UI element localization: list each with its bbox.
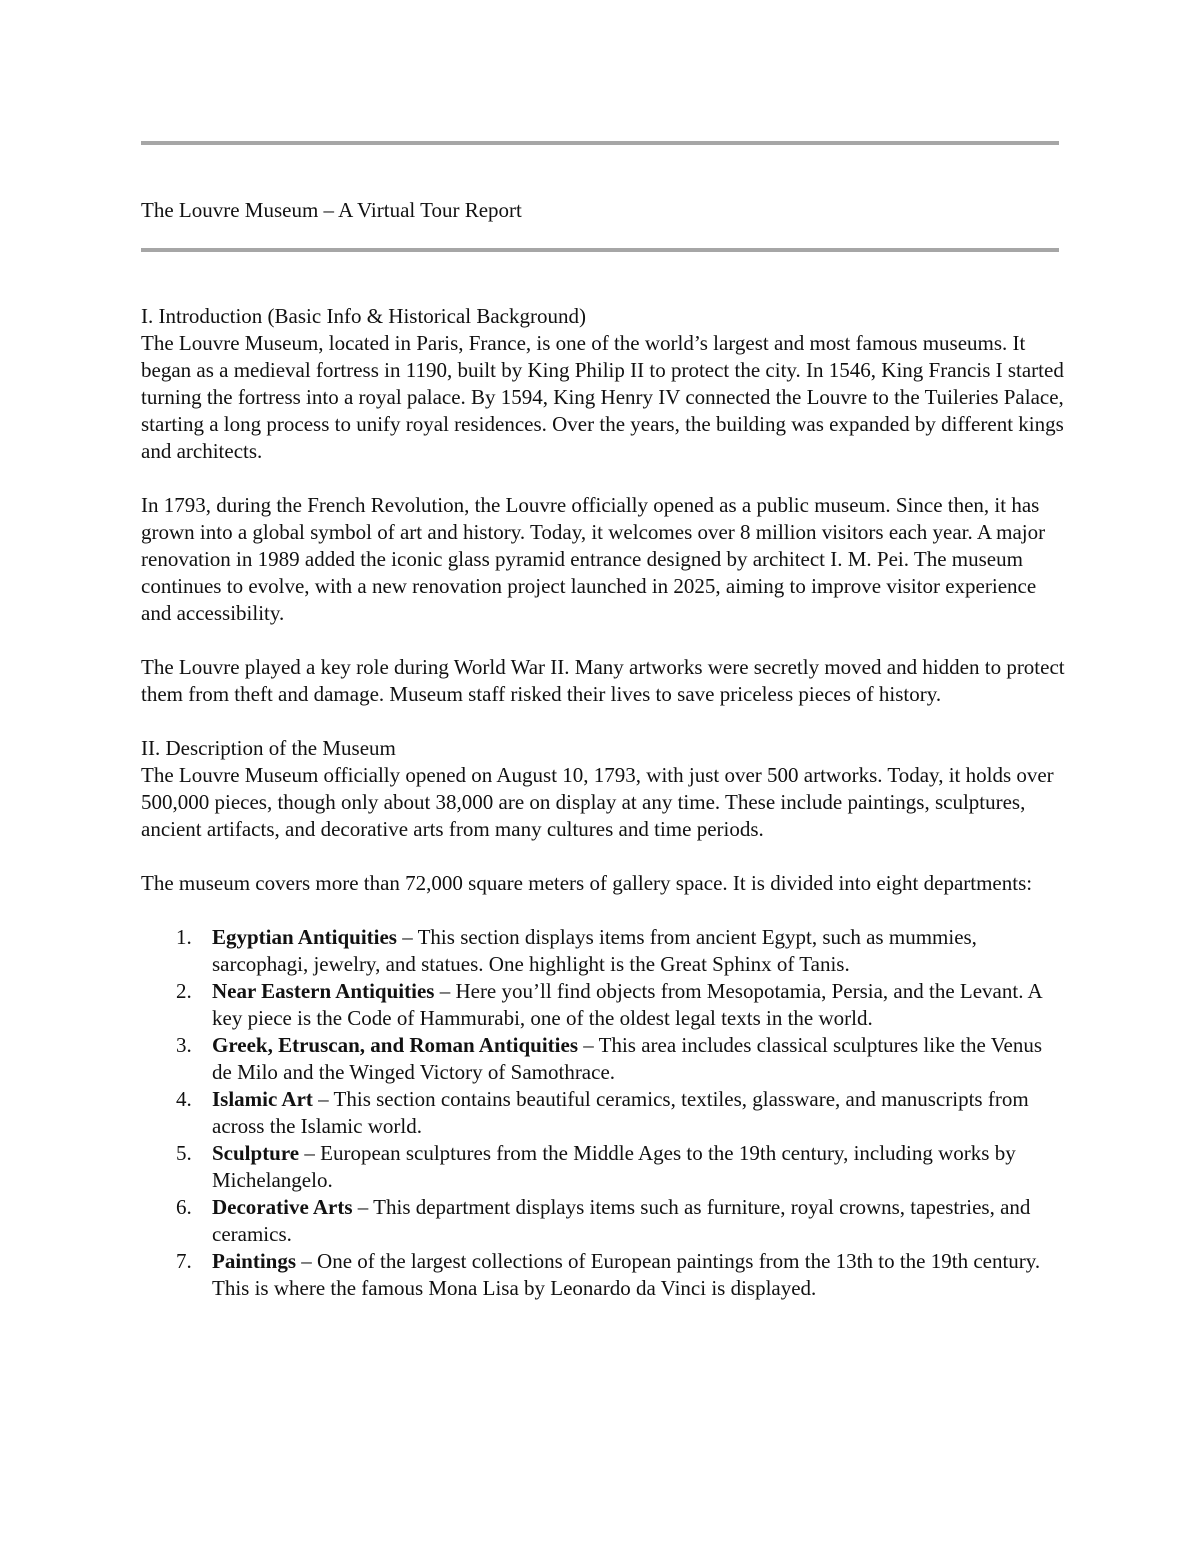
- department-description: – Here you’ll find objects from Mesopotamia, Persia, and the Levant. A key piece is the Code of Hammurabi, one of the oldest legal texts in the world.: [212, 979, 1042, 1030]
- department-name: Decorative Arts: [212, 1195, 353, 1219]
- department-description: – This section contains beautiful ceramics, textiles, glassware, and manuscripts from across the Islamic world.: [212, 1087, 1029, 1138]
- list-item: [176, 1248, 1066, 1302]
- department-name: Sculpture: [212, 1141, 300, 1165]
- paragraph: The Louvre Museum, located in Paris, France, is one of the world’s largest and most famous museums. It began as a medieval fortress in 1190, built by King Philip II to protect the city. In 1546, King Francis I started turning the fortress into a royal palace. By 1594, King Henry IV connected the Louvre to the Tuileries Palace, starting a long process to unify royal residences. Over the years, the building was expanded by different kings and architects.: [141, 331, 1064, 463]
- paragraph: In 1793, during the French Revolution, the Louvre officially opened as a public museum. Since then, it has grown into a global symbol of art and history. Today, it welcomes over 8 million visitors each year. A major renovation in 1989 added the iconic glass pyramid entrance designed by architect I. M. Pei. The museum continues to evolve, with a new renovation project launched in 2025, aiming to improve visitor experience and accessibility.: [141, 493, 1046, 625]
- department-name: Islamic Art: [212, 1087, 313, 1111]
- list-item: [176, 1140, 1066, 1194]
- list-number: 2.: [176, 979, 192, 1003]
- department-name: Near Eastern Antiquities: [212, 979, 435, 1003]
- paragraph: The Louvre Museum officially opened on August 10, 1793, with just over 500 artworks. Today, it holds over 500,000 pieces, though only about 38,000 are on display at any time. These include paintings, sculptures, ancient artifacts, and decorative arts from many cultures and time periods.: [141, 763, 1054, 841]
- section-heading-description: II. Description of the Museum: [141, 736, 396, 760]
- list-item: [176, 924, 1066, 978]
- list-item: [176, 1194, 1066, 1248]
- list-number: 1.: [176, 925, 192, 949]
- list-number: 7.: [176, 1249, 192, 1273]
- list-item: [176, 978, 1066, 1032]
- section-heading-introduction: I. Introduction (Basic Info & Historical Background): [141, 304, 586, 328]
- list-number: 6.: [176, 1195, 192, 1219]
- list-item: [176, 1032, 1066, 1086]
- departments-list: [141, 924, 1066, 1302]
- list-item: [176, 1086, 1066, 1140]
- department-description: – This section displays items from ancient Egypt, such as mummies, sarcophagi, jewelry, and statues. One highlight is the Great Sphinx of Tanis.: [212, 925, 977, 976]
- title-top-rule: [141, 141, 1059, 145]
- paragraph: The museum covers more than 72,000 square meters of gallery space. It is divided into eight departments:: [141, 871, 1033, 895]
- document-title: The Louvre Museum – A Virtual Tour Report: [141, 198, 522, 222]
- department-description: – This department displays items such as furniture, royal crowns, tapestries, and ceramics.: [212, 1195, 1031, 1246]
- department-name: Paintings: [212, 1249, 297, 1273]
- document-body: [141, 303, 1066, 1302]
- department-description: – This area includes classical sculptures like the Venus de Milo and the Winged Victory of Samothrace.: [212, 1033, 1043, 1084]
- section-introduction: [141, 303, 1066, 465]
- paragraph: The Louvre played a key role during World War II. Many artworks were secretly moved and hidden to protect them from theft and damage. Museum staff risked their lives to save priceless pieces of history.: [141, 655, 1065, 706]
- section-description: [141, 735, 1066, 843]
- list-number: 5.: [176, 1141, 192, 1165]
- list-number: 3.: [176, 1033, 192, 1057]
- list-number: 4.: [176, 1087, 192, 1111]
- department-description: – One of the largest collections of European paintings from the 13th to the 19th century. This is where the famous Mona Lisa by Leonardo da Vinci is displayed.: [212, 1249, 1041, 1300]
- department-description: – European sculptures from the Middle Ages to the 19th century, including works by Michelangelo.: [212, 1141, 1016, 1192]
- department-name: Greek, Etruscan, and Roman Antiquities: [212, 1033, 578, 1057]
- department-name: Egyptian Antiquities: [212, 925, 397, 949]
- title-bottom-rule: [141, 248, 1059, 252]
